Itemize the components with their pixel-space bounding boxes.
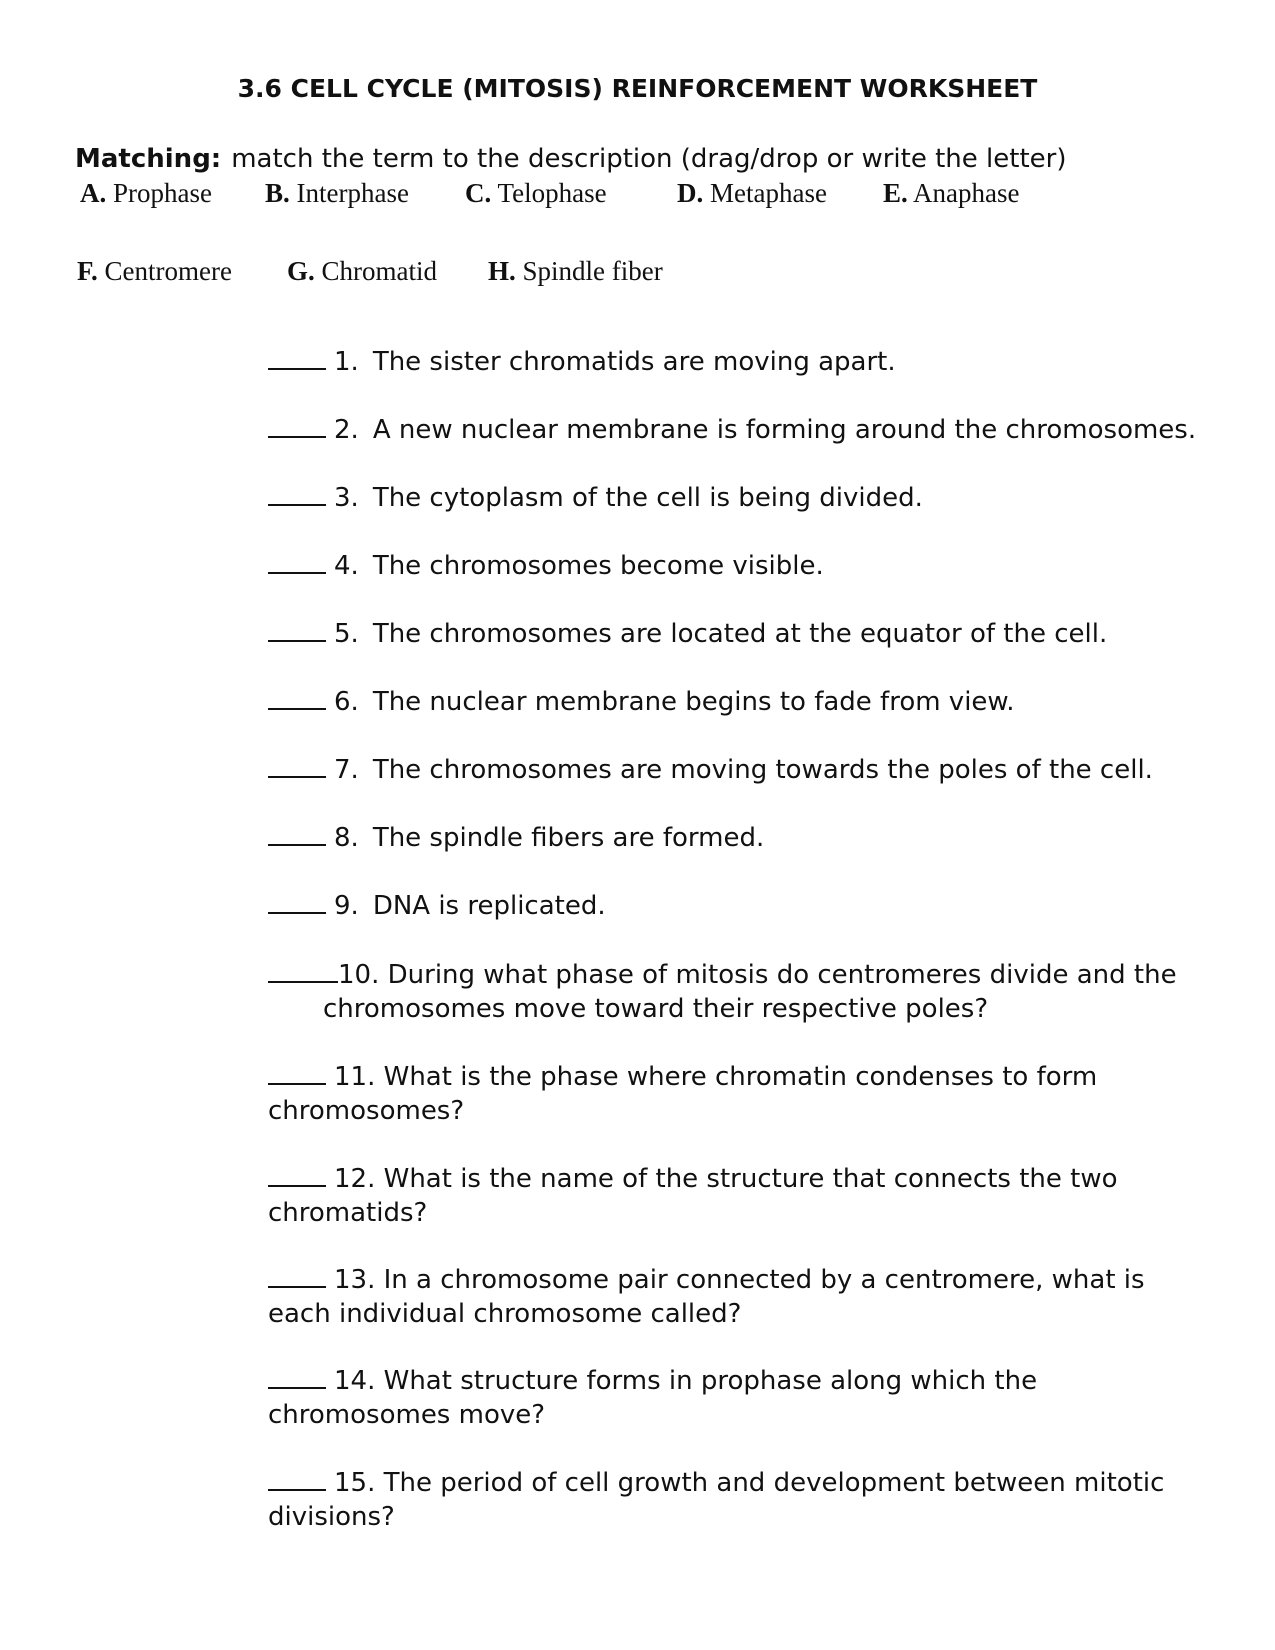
worksheet-title: 3.6 CELL CYCLE (MITOSIS) REINFORCEMENT WORKSHEET	[237, 74, 1038, 103]
answer-blank[interactable]	[268, 1467, 326, 1491]
matching-instructions	[75, 144, 1066, 174]
question-text: The nuclear membrane begins to fade from view.	[372, 687, 1015, 717]
question-text: The chromosomes are located at the equator of the cell.	[372, 619, 1108, 649]
question-2	[268, 413, 1196, 447]
term-a[interactable]	[80, 178, 212, 209]
term-name: Centromere	[104, 256, 232, 286]
question-8	[268, 821, 764, 855]
question-text-line2: chromatids?	[268, 1198, 428, 1228]
term-name: Spindle fiber	[522, 256, 663, 286]
answer-blank[interactable]	[268, 1163, 326, 1187]
answer-blank[interactable]	[268, 482, 326, 506]
term-letter: G.	[287, 256, 315, 286]
question-number: 13.	[334, 1265, 376, 1295]
question-number: 9.	[334, 891, 359, 921]
answer-blank[interactable]	[268, 1264, 326, 1288]
question-text-line2: each individual chromosome called?	[268, 1299, 742, 1329]
question-3	[268, 481, 923, 515]
answer-blank[interactable]	[268, 1061, 326, 1085]
question-number: 10.	[338, 960, 380, 990]
question-10	[268, 958, 1177, 1026]
question-4	[268, 549, 824, 583]
term-name: Metaphase	[710, 178, 827, 208]
question-text-line2: chromosomes?	[268, 1096, 465, 1126]
question-1	[268, 345, 896, 379]
term-f[interactable]	[77, 256, 232, 287]
matching-text: match the term to the description (drag/drop or write the letter)	[231, 144, 1067, 174]
question-text-line2: chromosomes move toward their respective poles?	[323, 994, 989, 1024]
question-text-line1: What structure forms in prophase along which the	[383, 1366, 1038, 1396]
question-text: The spindle fibers are formed.	[372, 823, 765, 853]
question-15	[268, 1466, 1164, 1534]
answer-blank[interactable]	[268, 414, 326, 438]
question-text-line1: What is the phase where chromatin condenses to form	[383, 1062, 1098, 1092]
term-g[interactable]	[287, 256, 437, 287]
term-letter: E.	[883, 178, 908, 208]
term-letter: H.	[488, 256, 516, 286]
answer-blank[interactable]	[268, 346, 326, 370]
question-number: 11.	[334, 1062, 376, 1092]
term-letter: C.	[465, 178, 492, 208]
term-letter: A.	[80, 178, 107, 208]
question-number: 7.	[334, 755, 359, 785]
answer-blank[interactable]	[268, 890, 326, 914]
question-text: DNA is replicated.	[372, 891, 606, 921]
question-number: 8.	[334, 823, 359, 853]
question-text-line2: divisions?	[268, 1502, 395, 1532]
term-h[interactable]	[488, 256, 663, 287]
question-text-line1: The period of cell growth and development between mitotic	[383, 1468, 1165, 1498]
question-text: The cytoplasm of the cell is being divided.	[372, 483, 923, 513]
question-text: The sister chromatids are moving apart.	[372, 347, 896, 377]
answer-blank[interactable]	[268, 754, 326, 778]
term-b[interactable]	[265, 178, 409, 209]
question-text: A new nuclear membrane is forming around the chromosomes.	[372, 415, 1197, 445]
matching-label: Matching:	[75, 144, 222, 174]
term-name: Prophase	[113, 178, 212, 208]
question-14	[268, 1364, 1037, 1432]
term-name: Telophase	[497, 178, 607, 208]
answer-blank[interactable]	[268, 686, 326, 710]
question-number: 5.	[334, 619, 359, 649]
answer-blank[interactable]	[268, 1365, 326, 1389]
question-number: 15.	[334, 1468, 376, 1498]
question-text-line1: In a chromosome pair connected by a centromere, what is	[383, 1265, 1145, 1295]
question-text-line1: During what phase of mitosis do centromeres divide and the	[387, 960, 1177, 990]
term-letter: D.	[677, 178, 704, 208]
question-7	[268, 753, 1153, 787]
question-text-line1: What is the name of the structure that connects the two	[383, 1164, 1118, 1194]
term-d[interactable]	[677, 178, 827, 209]
question-text: The chromosomes are moving towards the poles of the cell.	[372, 755, 1153, 785]
term-name: Interphase	[296, 178, 409, 208]
question-number: 1.	[334, 347, 359, 377]
term-name: Anaphase	[913, 178, 1020, 208]
term-e[interactable]	[883, 178, 1020, 209]
question-12	[268, 1162, 1118, 1230]
answer-blank[interactable]	[268, 822, 326, 846]
question-number: 6.	[334, 687, 359, 717]
term-c[interactable]	[465, 178, 607, 209]
question-5	[268, 617, 1107, 651]
question-11	[268, 1060, 1097, 1128]
question-text-line2: chromosomes move?	[268, 1400, 546, 1430]
question-6	[268, 685, 1015, 719]
question-number: 14.	[334, 1366, 376, 1396]
answer-blank[interactable]	[268, 550, 326, 574]
question-9	[268, 889, 606, 923]
term-name: Chromatid	[321, 256, 438, 286]
question-13	[268, 1263, 1145, 1331]
term-letter: B.	[265, 178, 290, 208]
answer-blank[interactable]	[268, 959, 338, 983]
question-number: 12.	[334, 1164, 376, 1194]
term-bank-row-1	[0, 178, 1275, 218]
term-letter: F.	[77, 256, 98, 286]
term-bank-row-2	[0, 256, 1275, 296]
answer-blank[interactable]	[268, 618, 326, 642]
question-number: 4.	[334, 551, 359, 581]
question-number: 3.	[334, 483, 359, 513]
question-number: 2.	[334, 415, 359, 445]
question-text: The chromosomes become visible.	[372, 551, 824, 581]
